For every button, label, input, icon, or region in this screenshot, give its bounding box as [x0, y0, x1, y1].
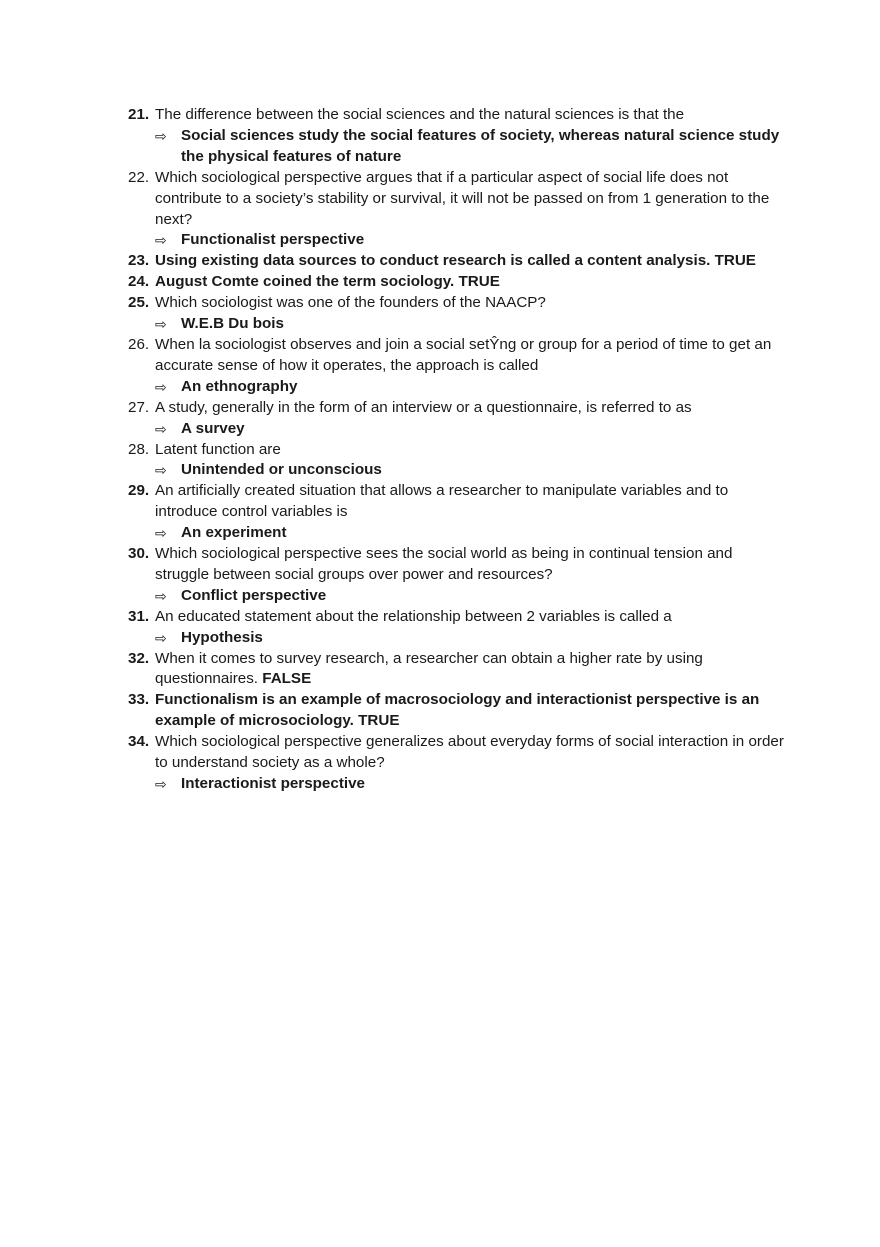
- answer-text: An experiment: [181, 524, 287, 542]
- question-number: 30.: [128, 545, 150, 563]
- question-number: 25.: [128, 294, 150, 312]
- arrow-right-icon: ⇨: [155, 587, 167, 604]
- question-31: [128, 607, 788, 628]
- question-30: [128, 544, 788, 586]
- question-number: 23.: [128, 252, 150, 270]
- question-26: [128, 335, 788, 377]
- arrow-right-icon: ⇨: [155, 232, 167, 249]
- question-number: 28.: [128, 440, 150, 458]
- question-number: 27.: [128, 398, 150, 416]
- arrow-right-icon: ⇨: [155, 420, 167, 437]
- question-number: 34.: [128, 733, 150, 751]
- question-33: [128, 690, 788, 732]
- question-23: [128, 251, 788, 272]
- arrow-right-icon: ⇨: [155, 462, 167, 479]
- answer-27: [128, 419, 788, 440]
- arrow-right-icon: ⇨: [155, 378, 167, 395]
- answer-text: Hypothesis: [181, 628, 263, 646]
- question-text: Which sociological perspective sees the social world as being in continual tension and struggle between social groups over power and resources?: [155, 545, 733, 583]
- question-text: Latent function are: [155, 440, 281, 458]
- question-text: Functionalism is an example of macrosociology and interactionist perspective is an example of microsociology. TRUE: [155, 691, 760, 730]
- question-text: When la sociologist observes and join a social setŶng or group for a period of time to get an accurate sense of how it operates, the approach is called: [155, 335, 772, 374]
- answer-25: [128, 314, 788, 335]
- question-number: 21.: [128, 106, 150, 123]
- answer-text: Conflict perspective: [181, 586, 327, 604]
- question-29: [128, 481, 788, 523]
- answer-22: [128, 230, 788, 251]
- answer-text: W.E.B Du bois: [181, 315, 284, 333]
- answer-21: [128, 126, 788, 168]
- answer-text: Social sciences study the social features of society, whereas natural science study the physical features of nature: [181, 126, 780, 165]
- answer-34: [128, 774, 788, 795]
- answer-30: [128, 586, 788, 607]
- question-text: August Comte coined the term sociology. TRUE: [155, 273, 500, 291]
- question-21: [128, 105, 788, 126]
- question-number: 26.: [128, 335, 150, 353]
- arrow-right-icon: ⇨: [155, 629, 167, 646]
- question-number: 33.: [128, 691, 150, 709]
- question-list: [128, 105, 788, 795]
- question-24: [128, 272, 788, 293]
- answer-26: [128, 377, 788, 398]
- arrow-right-icon: ⇨: [155, 316, 167, 333]
- answer-text: Functionalist perspective: [181, 231, 365, 249]
- answer-31: [128, 628, 788, 649]
- question-28: [128, 440, 788, 461]
- question-text: Which sociologist was one of the founders of the NAACP?: [155, 294, 546, 312]
- question-number: 24.: [128, 273, 150, 291]
- answer-text: An ethnography: [181, 377, 298, 395]
- question-text: Which sociological perspective generalizes about everyday forms of social interaction in order to understand society as a whole?: [155, 733, 784, 772]
- question-22: [128, 168, 788, 231]
- question-text: A study, generally in the form of an interview or a questionnaire, is referred to as: [155, 398, 692, 416]
- arrow-right-icon: ⇨: [155, 127, 167, 144]
- question-text: When it comes to survey research, a researcher can obtain a higher rate by using questionnaires.: [155, 649, 703, 688]
- arrow-right-icon: ⇨: [155, 776, 167, 792]
- verdict-label: FALSE: [262, 670, 312, 688]
- question-text: Using existing data sources to conduct research is called a content analysis. TRUE: [155, 252, 756, 270]
- answer-29: [128, 523, 788, 544]
- question-25: [128, 293, 788, 314]
- answer-text: Interactionist perspective: [181, 775, 366, 792]
- question-number: 22.: [128, 168, 150, 186]
- question-number: 29.: [128, 482, 150, 500]
- question-27: [128, 398, 788, 419]
- answer-28: [128, 460, 788, 481]
- question-text: An educated statement about the relationship between 2 variables is called a: [155, 607, 672, 625]
- answer-text: A survey: [181, 419, 245, 437]
- question-34: [128, 732, 788, 774]
- question-number: 32.: [128, 649, 150, 667]
- answer-text: Unintended or unconscious: [181, 461, 382, 479]
- question-text: The difference between the social sciences and the natural sciences is that the: [155, 106, 685, 123]
- question-text: Which sociological perspective argues that if a particular aspect of social life does not contribute to a society’s stability or survival, it will not be passed on from 1 generation to the next?: [155, 168, 770, 228]
- question-text: An artificially created situation that allows a researcher to manipulate variables and to introduce control variables is: [155, 482, 729, 521]
- question-number: 31.: [128, 607, 150, 625]
- arrow-right-icon: ⇨: [155, 525, 167, 542]
- question-32: [128, 649, 788, 691]
